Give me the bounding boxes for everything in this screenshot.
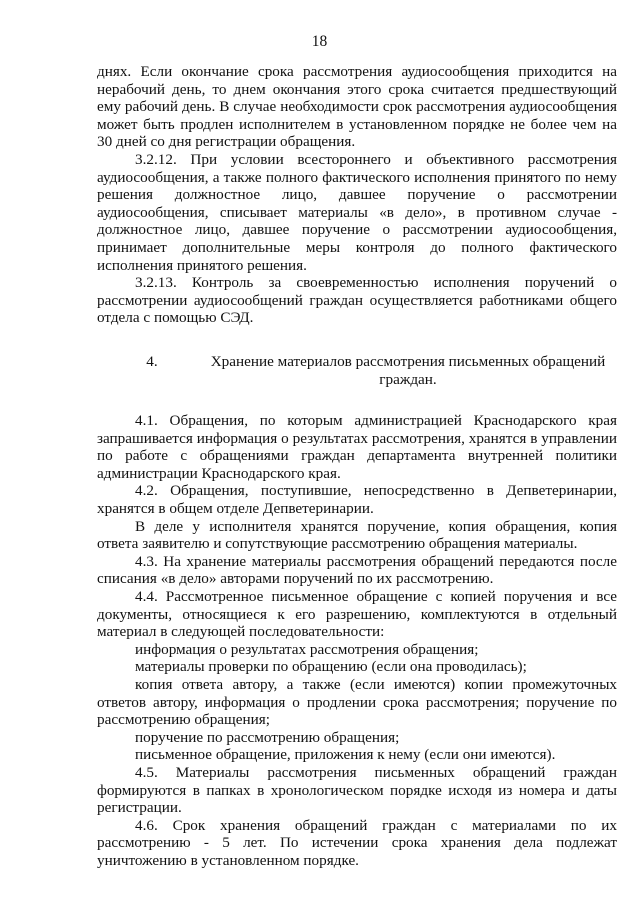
paragraph: 4.5. Материалы рассмотрения письменных обращений граждан формируются в папках в хронологическом порядке исходя из номера и даты регистрации. xyxy=(97,763,617,817)
list-item: материалы проверки по обращению (если она проводилась); xyxy=(135,658,527,676)
paragraph: 4.6. Срок хранения обращений граждан с материалами по их рассмотрению - 5 лет. По истечении срока хранения дела подлежат уничтожению в установленном порядке. xyxy=(97,816,617,869)
paragraph: 4.4. Рассмотренное письменное обращение с копией поручения и все документы, относящиеся к его разрешению, комплектуются в отдельный материал в следующей последовательности: xyxy=(97,588,617,641)
section-title: Хранение материалов рассмотрения письменных обращений граждан. xyxy=(210,352,606,388)
paragraph: 4.1. Обращения, по которым администрацией Краснодарского края запрашивается информация о результатах рассмотрения, хранятся в управлении по работе с обращениями граждан департамента внутренней политики администрации Краснодарского края. xyxy=(97,412,617,482)
list-item: информация о результатах рассмотрения обращения; xyxy=(135,640,479,658)
list-item: письменное обращение, приложения к нему (если они имеются). xyxy=(135,746,556,764)
section-heading xyxy=(97,353,617,388)
list-item: поручение по рассмотрению обращения; xyxy=(135,728,400,746)
paragraph: 3.2.12. При условии всестороннего и объективного рассмотрения аудиосообщения, а также полного фактического исполнения принятого по нему решения должностное лицо, давшее поручение о рассмотрении аудиосообщения, списывает материалы «в дело», в противном случае - должностное лицо, давшее поручение о рассмотрении аудиосообщения, принимает дополнительные меры контроля до полного фактического исполнения принятого решения. xyxy=(97,150,617,274)
document-body xyxy=(97,63,617,870)
paragraph: 4.3. На хранение материалы рассмотрения обращений передаются после списания «в дело» авторами поручений по их рассмотрению. xyxy=(97,552,617,588)
paragraph: 3.2.13. Контроль за своевременностью исполнения поручений о рассмотрении аудиосообщений граждан осуществляется работниками общего отдела с помощью СЭД. xyxy=(97,274,617,327)
page-number: 18 xyxy=(311,33,328,50)
list-item: копия ответа автору, а также (если имеются) копии промежуточных ответов автору, информация о продлении срока рассмотрения; поручение по рассмотрению обращения; xyxy=(97,676,617,729)
paragraph: В деле у исполнителя хранятся поручение, копия обращения, копия ответа заявителю и сопутствующие рассмотрению обращения материалы. xyxy=(97,517,617,553)
section-number: 4. xyxy=(146,352,158,370)
paragraph: днях. Если окончание срока рассмотрения аудиосообщения приходится на нерабочий день, то днем окончания этого срока считается предшествующий ему рабочий день. В случае необходимости срок рассмотрения аудиосообщения может быть продлен исполнителем в установленном порядке не более чем на 30 дней со дня регистрации обращения. xyxy=(97,63,617,151)
paragraph: 4.2. Обращения, поступившие, непосредственно в Депветеринарии, хранятся в общем отделе Депветеринарии. xyxy=(97,482,617,518)
